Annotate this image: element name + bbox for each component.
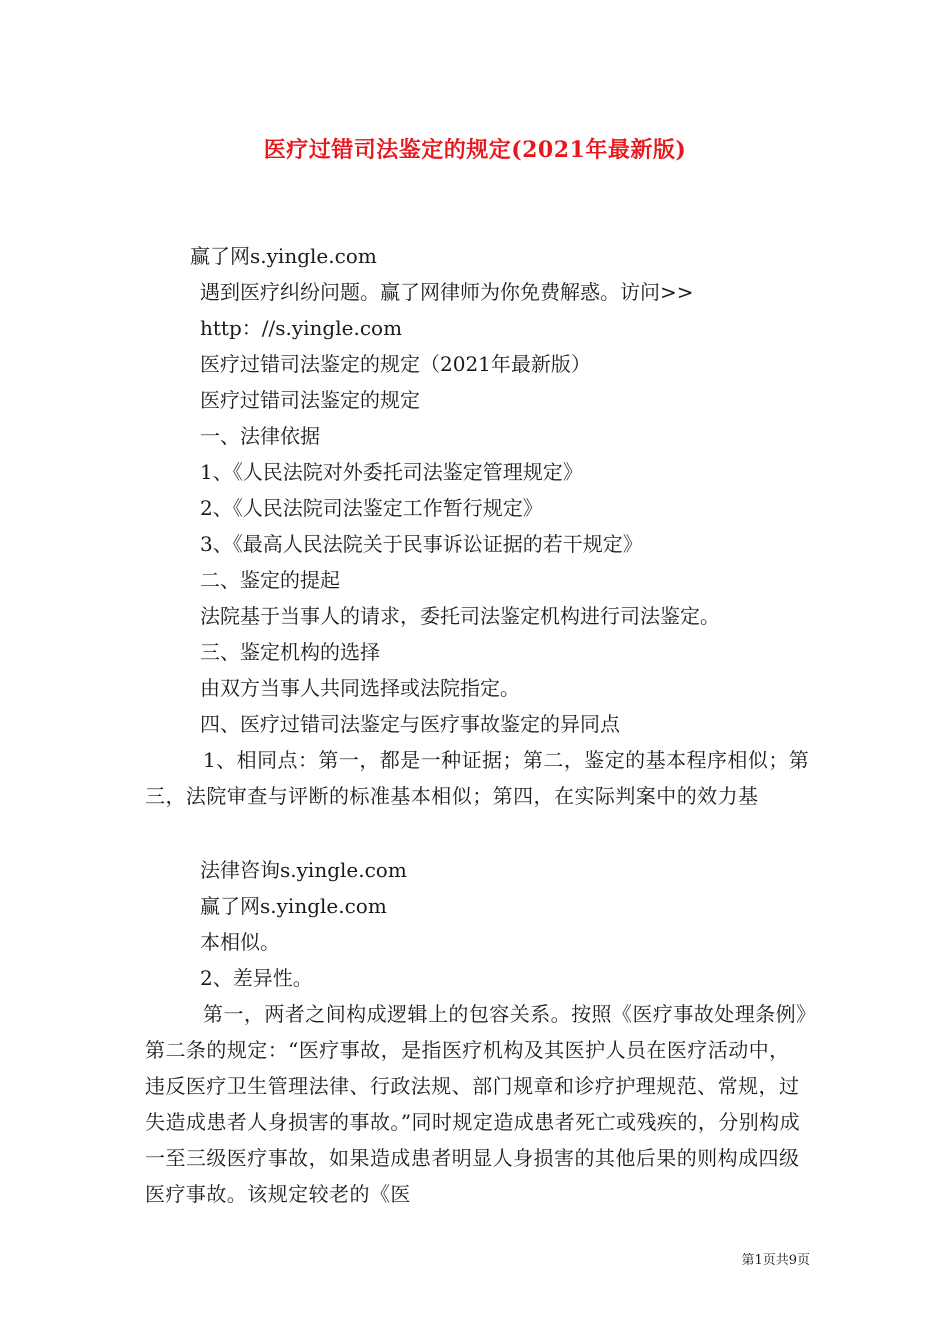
line-differences: 2、差异性。 bbox=[200, 966, 313, 990]
line-heading: 医疗过错司法鉴定的规定 bbox=[200, 388, 420, 412]
paragraph-differences: 第一，两者之间构成逻辑上的包容关系。按照《医疗事故处理条例》第二条的规定：“医疗事故，是指医疗机构及其医护人员在医疗活动中，违反医疗卫生管理法律、行政法规、部门规章和诊疗护理规范、常规，过失造成患者人身损害的事故。”同时规定造成患者死亡或残疾的，分别构成一至三级医疗事故，如果造成患者明显人身损害的其他后果的则构成四级医疗事故。该规定较老的《医 bbox=[145, 1002, 807, 1206]
section-text-3: 由双方当事人共同选择或法院指定。 bbox=[200, 676, 520, 700]
line-site-name-2: 赢了网s.yingle.com bbox=[200, 894, 387, 918]
list-item-2: 2、《人民法院司法鉴定工作暂行规定》 bbox=[200, 496, 543, 520]
document-title: 医疗过错司法鉴定的规定(2021年最新版) bbox=[263, 137, 687, 163]
section-heading-3: 三、鉴定机构的选择 bbox=[200, 640, 380, 664]
line-legal-consult: 法律咨询s.yingle.com bbox=[200, 858, 407, 882]
section-heading-1: 一、法律依据 bbox=[200, 424, 320, 448]
line-subtitle: 医疗过错司法鉴定的规定（2021年最新版） bbox=[200, 352, 591, 376]
section-heading-2: 二、鉴定的提起 bbox=[200, 568, 340, 592]
list-item-3: 3、《最高人民法院关于民事诉讼证据的若干规定》 bbox=[200, 532, 643, 556]
line-url: http：//s.yingle.com bbox=[200, 316, 403, 340]
section-heading-4: 四、医疗过错司法鉴定与医疗事故鉴定的异同点 bbox=[200, 712, 620, 736]
paragraph-similarities: 1、相同点：第一，都是一种证据；第二，鉴定的基本程序相似；第三，法院审查与评断的标准基本相似；第四，在实际判案中的效力基 bbox=[145, 748, 810, 808]
line-continuation: 本相似。 bbox=[200, 930, 280, 954]
section-text-2: 法院基于当事人的请求，委托司法鉴定机构进行司法鉴定。 bbox=[200, 604, 720, 628]
page-number: 第1页共9页 bbox=[741, 1253, 810, 1268]
list-item-1: 1、《人民法院对外委托司法鉴定管理规定》 bbox=[200, 460, 583, 484]
line-site-name: 赢了网s.yingle.com bbox=[190, 244, 377, 268]
line-promo: 遇到医疗纠纷问题。赢了网律师为你免费解惑。访问>> bbox=[200, 280, 694, 304]
